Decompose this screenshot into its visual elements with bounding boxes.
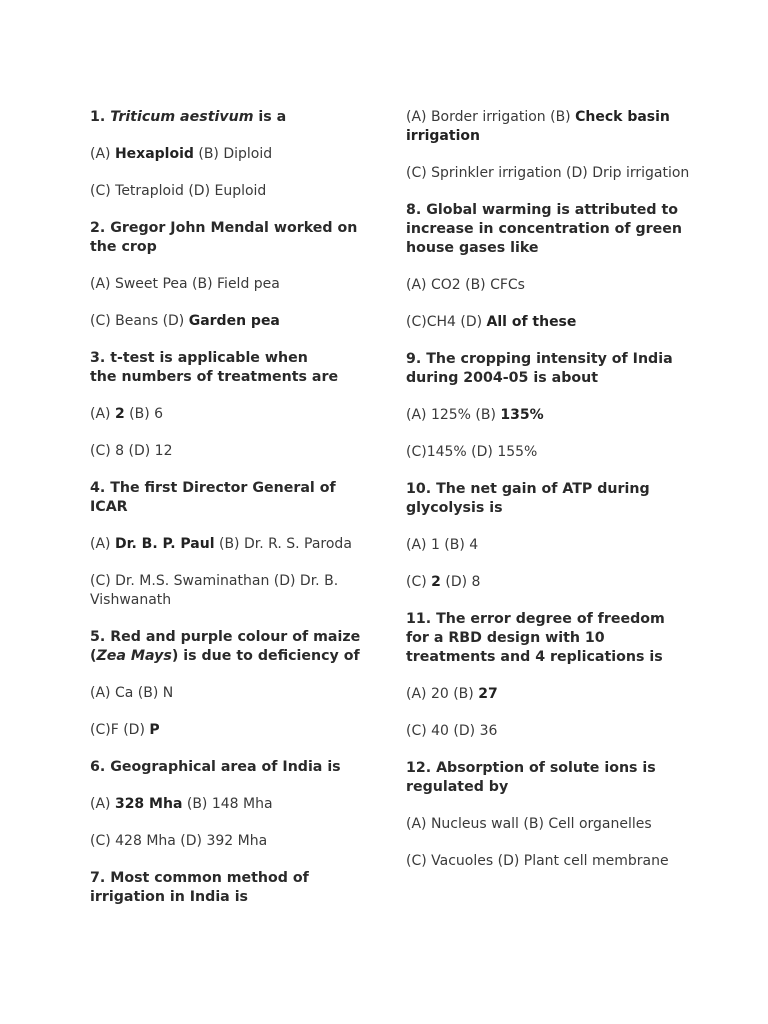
option-c-label: (C) xyxy=(406,574,432,590)
question-10-options-ab xyxy=(406,536,691,555)
question-8-text: 8. Global warming is attributed to increase in concentration of green house gases like xyxy=(406,202,683,256)
option-c: (C) Beans (D) xyxy=(90,313,189,329)
option-cd: (C) Dr. M.S. Swaminathan (D) Dr. B. Vishwanath xyxy=(90,573,339,608)
question-6-options-ab xyxy=(90,795,370,814)
question-12 xyxy=(406,759,691,797)
option-a-label: (A) xyxy=(90,146,115,162)
question-5-options-ab xyxy=(90,684,370,703)
question-5-text-start: 5. Red and purple colour of maize ( xyxy=(90,629,361,664)
option-ab: (A) Nucleus wall (B) Cell organelles xyxy=(406,816,652,832)
question-7 xyxy=(90,869,370,907)
left-column xyxy=(90,108,370,925)
option-cd: (C) 428 Mha (D) 392 Mha xyxy=(90,833,268,849)
question-10 xyxy=(406,480,691,518)
question-9-options-ab xyxy=(406,406,691,425)
option-ab: (A) Ca (B) N xyxy=(90,685,174,701)
question-6-options-cd xyxy=(90,832,370,851)
correct-answer: Hexaploid xyxy=(114,146,194,162)
question-5-options-cd xyxy=(90,721,370,740)
question-10-text: 10. The net gain of ATP during glycolysis is xyxy=(406,481,650,516)
option-ab: (A) Border irrigation (B) xyxy=(406,109,576,125)
right-column xyxy=(406,108,691,889)
option-cd: (C) Sprinkler irrigation (D) Drip irrigation xyxy=(406,165,690,181)
question-4-options-ab xyxy=(90,535,370,554)
question-1-number: 1. xyxy=(90,109,111,125)
option-a-label: (A) xyxy=(90,406,115,422)
question-1-species: Triticum aestivum xyxy=(110,109,254,125)
question-7-options-ab xyxy=(406,108,691,146)
question-3-line-1: 3. t-test is applicable when xyxy=(90,350,308,366)
question-3 xyxy=(90,349,370,387)
option-a: (A) 20 (B) xyxy=(406,686,479,702)
correct-answer: Garden pea xyxy=(188,313,280,329)
option-cd: (C) Tetraploid (D) Euploid xyxy=(90,183,267,199)
question-6-text: 6. Geographical area of India is xyxy=(90,759,341,775)
option-a-label: (A) xyxy=(90,536,115,552)
question-3-line-2: the numbers of treatments are xyxy=(90,369,339,385)
option-d: (D) 8 xyxy=(440,574,481,590)
question-8-options-cd xyxy=(406,313,691,332)
question-8 xyxy=(406,201,691,258)
option-ab: (A) CO2 (B) CFCs xyxy=(406,277,525,293)
question-5 xyxy=(90,628,370,666)
correct-answer: Check basin irrigation xyxy=(406,109,670,144)
question-9-options-cd xyxy=(406,443,691,462)
question-1-options-ab xyxy=(90,145,370,164)
correct-answer: All of these xyxy=(486,314,577,330)
option-a: (A) 125% (B) xyxy=(406,407,501,423)
correct-answer: 2 xyxy=(431,574,441,590)
question-3-options-ab xyxy=(90,405,370,424)
option-ab: (A) 1 (B) 4 xyxy=(406,537,479,553)
question-11-options-cd xyxy=(406,722,691,741)
option-cd: (C) 8 (D) 12 xyxy=(90,443,173,459)
question-5-text-end: ) is due to deficiency of xyxy=(171,648,360,664)
question-11 xyxy=(406,610,691,667)
correct-answer: 27 xyxy=(478,686,498,702)
question-4-options-cd xyxy=(90,572,370,610)
option-b: (B) Diploid xyxy=(193,146,273,162)
question-12-text: 12. Absorption of solute ions is regulated by xyxy=(406,760,656,795)
question-9-text: 9. The cropping intensity of India during 2004-05 is about xyxy=(406,351,673,386)
option-cd: (C) Vacuoles (D) Plant cell membrane xyxy=(406,853,669,869)
question-1-text: is a xyxy=(253,109,287,125)
question-11-text: 11. The error degree of freedom for a RBD design with 10 treatments and 4 replications is xyxy=(406,611,665,665)
option-c: (C)F (D) xyxy=(90,722,150,738)
correct-answer: 328 Mha xyxy=(114,796,183,812)
question-7-options-cd xyxy=(406,164,691,183)
question-9 xyxy=(406,350,691,388)
question-1 xyxy=(90,108,370,127)
question-2-text: 2. Gregor John Mendal worked on the crop xyxy=(90,220,358,255)
question-4 xyxy=(90,479,370,517)
question-7-text: 7. Most common method of irrigation in India is xyxy=(90,870,309,905)
question-8-options-ab xyxy=(406,276,691,295)
option-ab: (A) Sweet Pea (B) Field pea xyxy=(90,276,280,292)
question-3-options-cd xyxy=(90,442,370,461)
question-2 xyxy=(90,219,370,257)
question-10-options-cd xyxy=(406,573,691,592)
question-12-options-cd xyxy=(406,852,691,871)
question-1-options-cd xyxy=(90,182,370,201)
option-b: (B) 6 xyxy=(124,406,164,422)
option-cd: (C) 40 (D) 36 xyxy=(406,723,498,739)
question-11-options-ab xyxy=(406,685,691,704)
option-c: (C)CH4 (D) xyxy=(406,314,487,330)
correct-answer: P xyxy=(149,722,160,738)
correct-answer: 135% xyxy=(500,407,544,423)
option-b: (B) 148 Mha xyxy=(182,796,273,812)
option-cd: (C)145% (D) 155% xyxy=(406,444,538,460)
question-2-options-ab xyxy=(90,275,370,294)
question-6 xyxy=(90,758,370,777)
question-12-options-ab xyxy=(406,815,691,834)
option-b: (B) Dr. R. S. Paroda xyxy=(214,536,352,552)
question-5-species: Zea Mays xyxy=(96,648,172,664)
question-4-text: 4. The first Director General of ICAR xyxy=(90,480,336,515)
option-a-label: (A) xyxy=(90,796,115,812)
question-2-options-cd xyxy=(90,312,370,331)
correct-answer: Dr. B. P. Paul xyxy=(114,536,215,552)
correct-answer: 2 xyxy=(114,406,125,422)
